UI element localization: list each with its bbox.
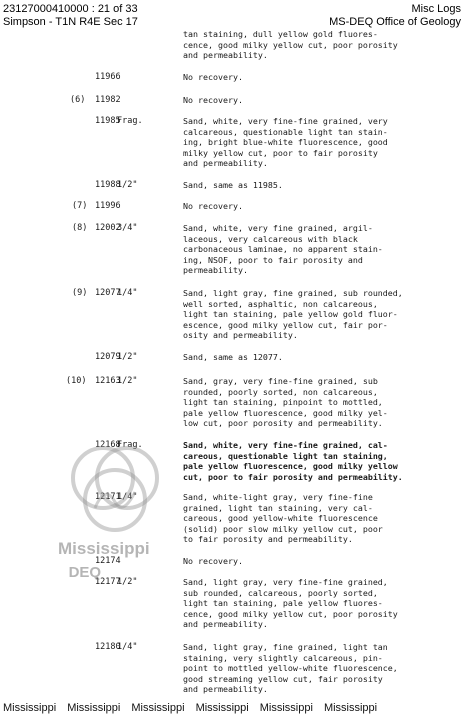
description: Sand, white, very fine-fine grained, cal- careous, questionable light tan staining, pale yellow fluorescence, good milky yellow cut, poor to fair porosity and permeability. [183,440,403,482]
footer-label: Mississippi [259,702,313,714]
footer-watermark-strip [3,702,463,714]
sample-size: 3/4" [117,223,138,233]
description: Sand, white, very fine grained, argil- laceous, very calcareous with black carbonaceous laminae, no apparent stain- ing, NSOF, poor to fair porosity and permeability. [183,223,383,276]
watermark-line-2: DEQ [68,564,102,581]
description: Sand, white, very fine-fine grained, very calcareous, questionable light tan stain- ing, bright blue-white fluorescence, good milky yellow cut, poor to fair porosity and permeability. [183,116,388,169]
sample-size: 1/2" [117,577,138,587]
description: No recovery. [183,556,243,566]
sample-size: Frag. [117,440,143,450]
description: Sand, same as 11985. [183,180,283,190]
sample-size: 1/2" [117,352,138,362]
description: No recovery. [183,72,243,82]
footer-label: Mississippi [195,702,249,714]
sample-number: (8) [72,223,88,233]
depth: 12168 [95,440,121,450]
description: Sand, white-light gray, very fine-fine grained, light tan staining, very cal- careous, good yellow-white fluorescence (solid) poor slow milky yellow cut, poor to fair porosity and permeability. [183,492,383,545]
description: No recovery. [183,95,243,105]
depth: 12177 [95,577,121,587]
sample-size: Frag. [117,116,143,126]
description: No recovery. [183,201,243,211]
sample-size: 1/4" [117,642,138,652]
depth: 12174 [95,556,121,566]
sample-size: 1/4" [117,492,138,502]
depth: 11988 [95,180,121,190]
agency-name: MS-DEQ Office of Geology [329,16,461,28]
depth: 12079 [95,352,121,362]
depth: 12002 [95,223,121,233]
depth: 11982 [95,95,121,105]
document-id: 23127000410000 : 21 of 33 [3,3,138,15]
depth: 11985 [95,116,121,126]
depth: 12180 [95,642,121,652]
footer-label: Mississippi [323,702,378,714]
depth: 12171 [95,492,121,502]
depth: 11996 [95,201,121,211]
description: Sand, light gray, very fine-fine grained, sub rounded, calcareous, poorly sorted, light tan staining, pale yellow fluores- cence, good milky yellow cut, poor porosity and permeability. [183,577,398,630]
sample-size: 1/2" [117,180,138,190]
watermark-line-1: Mississippi [58,539,150,558]
well-name: Simpson - T1N R4E Sec 17 [3,16,138,28]
sample-size: 1/4" [117,288,138,298]
description: Sand, light gray, fine grained, sub rounded, well sorted, asphaltic, non calcareous, light tan staining, pale yellow gold fluor- escence, good milky yellow cut, fair por- osity and permeability. [183,288,403,341]
depth: 11966 [95,72,121,82]
log-category: Misc Logs [411,3,461,15]
sample-number: (6) [70,95,86,105]
watermark-text [58,540,150,582]
footer-label: Mississippi [131,702,185,714]
sample-number: (10) [66,376,87,386]
footer-label: Mississippi [3,702,57,714]
depth: 12163 [95,376,121,386]
depth: 12077 [95,288,121,298]
sample-size: 1/2" [117,376,138,386]
footer-label: Mississippi [67,702,121,714]
sample-number: (9) [72,288,88,298]
description: Sand, same as 12077. [183,352,283,362]
description: Sand, light gray, fine grained, light tan staining, very slightly calcareous, pin- point to mottled yellow-white fluorescence, good streaming yellow cut, fair porosity and permeability. [183,642,398,695]
sample-number: (7) [72,201,88,211]
description: Sand, gray, very fine-fine grained, sub rounded, poorly sorted, non calcareous, light tan staining, pinpoint to mottled, pale yellow fluorescence, good milky yel- low cut, poor porosity and permeability. [183,376,388,429]
continued-description: tan staining, dull yellow gold fluores- cence, good milky yellow cut, poor porosity and permeability. [183,29,398,61]
